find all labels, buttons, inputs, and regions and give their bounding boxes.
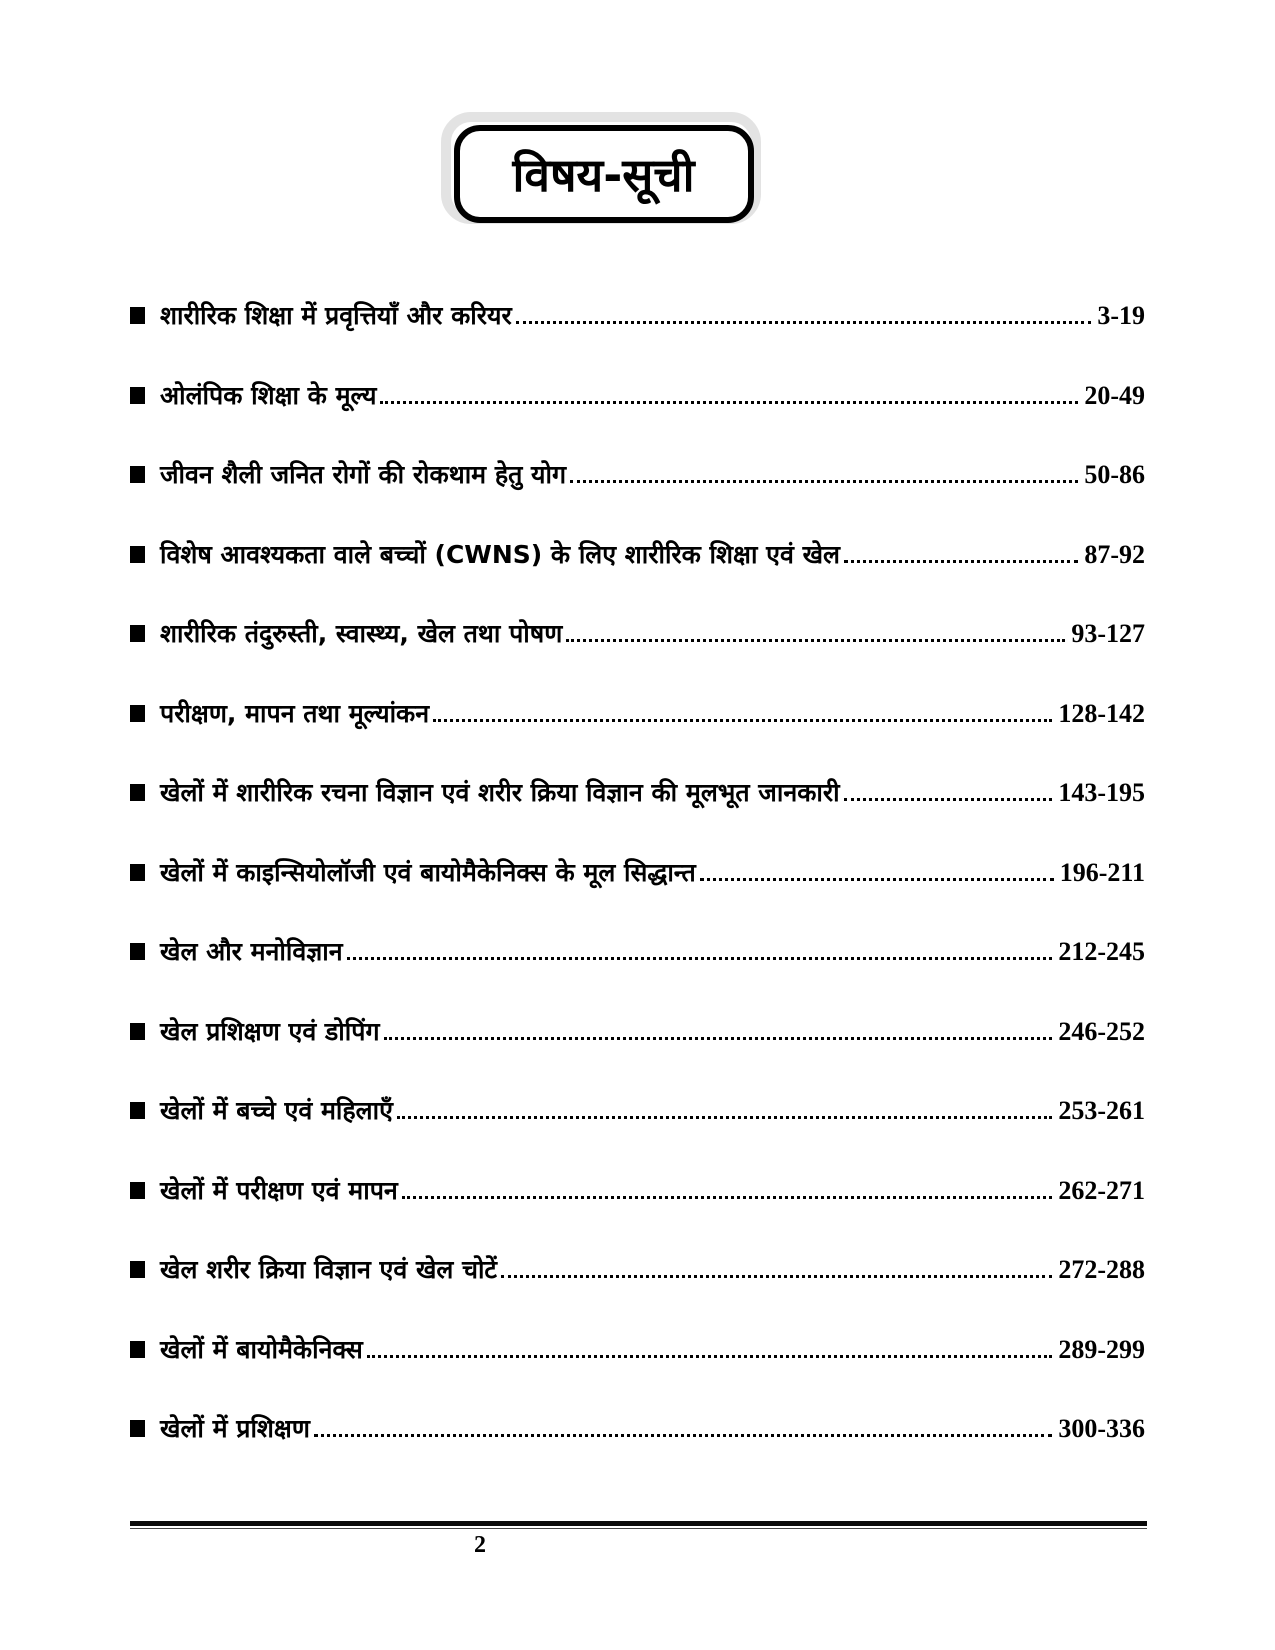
toc-entry: [130, 1411, 1145, 1491]
toc-entry: [130, 1093, 1145, 1173]
toc-entry: [130, 934, 1145, 1014]
toc-entry-pages: 253-261: [1058, 1096, 1145, 1125]
toc-entry-pages: 262-271: [1058, 1175, 1145, 1205]
dot-leader: [314, 1431, 1052, 1437]
bullet-square-icon: [130, 625, 145, 642]
toc-entry: [130, 537, 1145, 617]
dot-leader: [516, 318, 1092, 324]
page-title-box: [441, 112, 771, 238]
bullet-square-icon: [130, 546, 145, 563]
toc-entry-label: खेलों में बच्चे एवं महिलाएँ: [160, 1096, 393, 1125]
toc-entry-label: खेल प्रशिक्षण एवं डोपिंग: [160, 1016, 380, 1046]
footer-divider: [130, 1521, 1147, 1529]
toc-entry-label: खेल और मनोविज्ञान: [160, 937, 343, 966]
toc-entry-pages: 289-299: [1058, 1334, 1145, 1364]
dot-leader: [347, 954, 1053, 960]
bullet-square-icon: [130, 784, 145, 801]
dot-leader: [384, 1034, 1053, 1040]
dot-leader: [566, 636, 1065, 642]
dot-leader: [380, 398, 1078, 404]
table-of-contents: [130, 298, 1145, 1491]
toc-entry-pages: 3-19: [1097, 301, 1145, 330]
footer-page-number: 2: [474, 1532, 486, 1558]
toc-entry: [130, 1014, 1145, 1094]
toc-entry-label: शारीरिक तंदुरुस्ती, स्वास्थ्य, खेल तथा पोषण: [160, 619, 563, 648]
toc-entry-label: खेलों में परीक्षण एवं मापन: [160, 1175, 398, 1205]
toc-entry-pages: 50-86: [1084, 460, 1145, 489]
toc-entry: [130, 1252, 1145, 1332]
toc-entry-label: खेलों में प्रशिक्षण: [160, 1414, 310, 1443]
toc-entry-pages: 93-127: [1071, 619, 1145, 648]
page-title: विषय-सूची: [454, 125, 754, 223]
dot-leader: [367, 1352, 1052, 1358]
toc-entry-label: खेलों में शारीरिक रचना विज्ञान एवं शरीर क्रिया विज्ञान की मूलभूत जानकारी: [160, 778, 840, 807]
toc-entry-label: खेलों में काइन्सियोलॉजी एवं बायोमैकेनिक्स के मूल सिद्धान्त: [160, 857, 696, 887]
bullet-square-icon: [130, 1182, 145, 1199]
dot-leader: [844, 557, 1078, 563]
toc-entry-pages: 196-211: [1059, 857, 1145, 887]
toc-entry-label: विशेष आवश्यकता वाले बच्चों (CWNS) के लिए शारीरिक शिक्षा एवं खेल: [160, 539, 840, 569]
bullet-square-icon: [130, 864, 145, 881]
dot-leader: [397, 1113, 1052, 1119]
toc-entry-pages: 300-336: [1058, 1414, 1145, 1443]
bullet-square-icon: [130, 1341, 145, 1358]
bullet-square-icon: [130, 466, 145, 483]
toc-entry: [130, 1332, 1145, 1412]
toc-entry-pages: 272-288: [1058, 1255, 1145, 1284]
dot-leader: [402, 1193, 1053, 1199]
bullet-square-icon: [130, 1261, 145, 1278]
toc-entry-pages: 87-92: [1084, 539, 1145, 569]
bullet-square-icon: [130, 307, 145, 324]
bullet-square-icon: [130, 387, 145, 404]
toc-entry-label: खेलों में बायोमैकेनिक्स: [160, 1334, 363, 1364]
dot-leader: [570, 477, 1078, 483]
toc-entry-label: खेल शरीर क्रिया विज्ञान एवं खेल चोटें: [160, 1255, 498, 1284]
toc-entry: [130, 696, 1145, 776]
toc-entry: [130, 775, 1145, 855]
toc-entry: [130, 616, 1145, 696]
toc-entry-pages: 128-142: [1058, 698, 1145, 728]
toc-entry-pages: 246-252: [1058, 1016, 1145, 1046]
toc-entry-label: ओलंपिक शिक्षा के मूल्य: [160, 380, 377, 410]
toc-entry: [130, 378, 1145, 458]
dot-leader: [700, 875, 1054, 881]
bullet-square-icon: [130, 705, 145, 722]
toc-entry: [130, 855, 1145, 935]
dot-leader: [844, 795, 1053, 801]
toc-entry: [130, 1173, 1145, 1253]
toc-entry-pages: 143-195: [1058, 778, 1145, 807]
bullet-square-icon: [130, 1023, 145, 1040]
toc-entry-pages: 20-49: [1084, 380, 1145, 410]
toc-entry: [130, 457, 1145, 537]
toc-entry-label: जीवन शैली जनित रोगों की रोकथाम हेतु योग: [160, 460, 567, 489]
toc-entry-pages: 212-245: [1058, 937, 1145, 966]
bullet-square-icon: [130, 943, 145, 960]
dot-leader: [501, 1272, 1052, 1278]
toc-entry: [130, 298, 1145, 378]
dot-leader: [433, 716, 1052, 722]
toc-entry-label: शारीरिक शिक्षा में प्रवृत्तियाँ और करियर: [160, 301, 512, 330]
toc-entry-label: परीक्षण, मापन तथा मूल्यांकन: [160, 698, 430, 728]
bullet-square-icon: [130, 1420, 145, 1437]
bullet-square-icon: [130, 1102, 145, 1119]
